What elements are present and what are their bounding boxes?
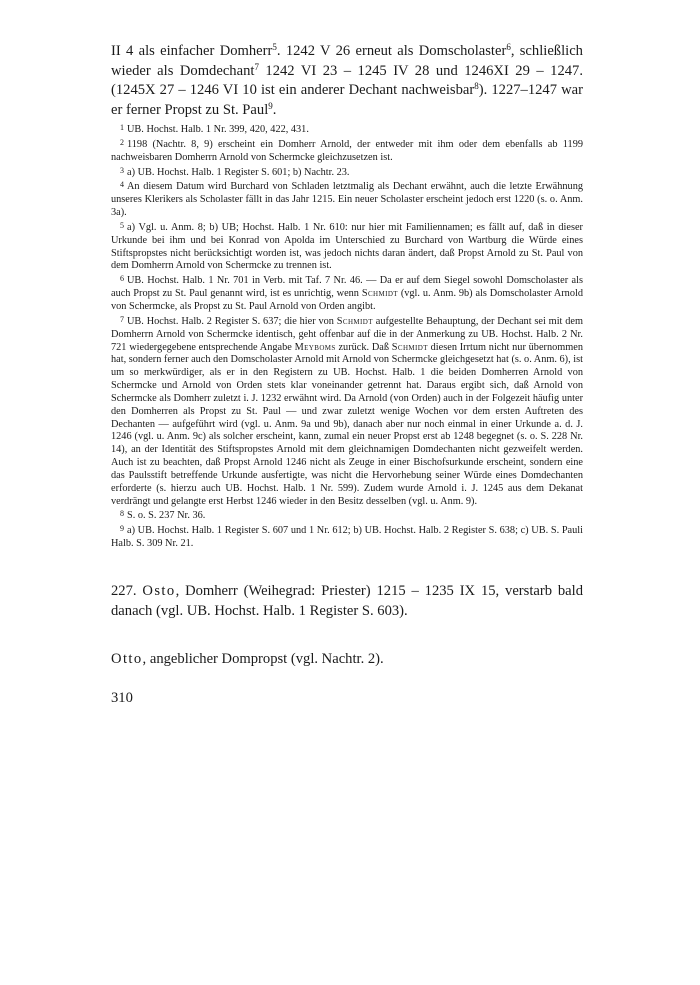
footnote-text: UB. Hochst. Halb. 2 Register S. 637; die hier von — [127, 315, 337, 327]
footnote-number: 1 — [120, 123, 124, 132]
footnote-number: 8 — [120, 509, 124, 519]
footnote-number: 9 — [120, 524, 124, 534]
footnote-6 — [111, 273, 583, 314]
main-text-segment: 1242 VI 23 – 1245 IV 28 und 1246XI 29 – 1247. (1245X 27 – 1246 VI 10 ist ein anderer Dechant nachweisbar — [111, 62, 583, 98]
author-name-smallcaps: Meyboms — [294, 341, 336, 353]
main-text-segment: . — [272, 101, 277, 118]
footnote-text: zurück. Daß — [335, 341, 392, 353]
main-text-segment: II 4 als einfacher Domherr — [111, 43, 273, 59]
footnote-9 — [111, 523, 583, 551]
entry-otto — [111, 650, 583, 670]
footnote-8 — [111, 508, 583, 523]
footnote-ref-9: 9 — [268, 100, 273, 111]
entry-text: , angeblicher Dompropst (vgl. Nachtr. 2). — [142, 651, 384, 667]
main-text-segment: ). 1227–1247 war er ferner Propst zu St. Paul — [111, 82, 583, 118]
footnote-text: (vgl. u. Anm. 9b) als Domscholaster Arnold von Schermcke, als Propst zu St. Paul Arnold von Orden angibt. — [111, 288, 583, 312]
footnote-number: 3 — [120, 165, 124, 175]
footnote-number: 7 — [120, 314, 124, 324]
footnote-2 — [111, 137, 583, 165]
footnote-4 — [111, 179, 583, 220]
footnote-text: diesen Irrtum nicht nur übernommen hat, sondern ferner auch den Domscholaster Arnold mit Arnold von Schermcke gleichgesetzt hat (s. o. Anm. 6), ist um so merkwürdiger, als er in den Registern zu UB. Hochst. Halb. 1 die beiden Domherren Arnold von Schermcke und Arnold von Orden stets klar voneinander getrennt hat. Daraus ergibt sich, daß Arnold von Schermcke als Domherr zuletzt i. J. 1232 erwähnt wird. Da Arnold (von Orden) auch in der Folgezeit häufig unter den Domherren als Propst zu St. Paul — und zwar zuletzt wenige Wochen vor dem ersten Auftreten des Dechanten — aufgeführt wird (vgl. u. Anm. 9a und 9b), danach aber nur noch einmal in einer Urkunde a. d. J. 1246 (vgl. u. Anm. 9c) als solcher erscheint, kann, zumal ein neuer Propst erst ab 1248 begegnet (s. o. S. 228 Nr. 14), an der Identität des Stiftspropstes Arnold mit dem gleichnamigen Domdechanten nicht gezweifelt werden. Auch ist zu beachten, daß Propst Arnold 1246 nicht als Zeuge in einer Bischofsurkunde erscheint, sondern eine das Paulsstift betreffende Urkunde ausfertigte, was nicht die Hervorhebung seiner Würde eines Domdechanten erforderte (s. hierzu auch UB. Hochst. Halb. 1 Nr. 599). Zudem wurde Arnold i. J. 1245 aus dem Dekanat verdrängt und gelangte erst Herbst 1246 wieder in den Besitz desselben (vgl. u. Anm. 9). — [111, 341, 583, 507]
footnote-1 — [111, 122, 583, 137]
footnote-text: a) UB. Hochst. Halb. 1 Register S. 601; b) Nachtr. 23. — [127, 166, 350, 178]
document-page — [111, 42, 583, 707]
footnote-ref-8: 8 — [474, 81, 479, 91]
footnote-3 — [111, 165, 583, 180]
author-name-smallcaps: Schmidt — [361, 288, 398, 300]
footnote-number: 4 — [120, 180, 124, 190]
footnote-number: 2 — [120, 137, 124, 147]
footnotes — [111, 122, 583, 551]
footnote-text: UB. Hochst. Halb. 1 Nr. 701 in Verb. mit Taf. 7 Nr. 46. — Da er auf dem Siegel sowohl Domscholaster als auch Propst zu St. Paul genannt wird, ist es unrichtig, wenn — [111, 275, 583, 300]
footnote-text: S. o. S. 237 Nr. 36. — [127, 510, 206, 522]
footnote-ref-6: 6 — [506, 42, 511, 52]
footnote-ref-7: 7 — [254, 61, 259, 72]
footnote-ref-5: 5 — [272, 42, 277, 52]
footnote-text: UB. Hochst. Halb. 1 Nr. 399, 420, 422, 431. — [127, 124, 309, 135]
entry-227 — [111, 582, 583, 621]
author-name-smallcaps: Schmidt — [391, 341, 428, 353]
entry-text: , Domherr (Weihegrad: Priester) 1215 – 1235 IX 15, verstarb bald danach (vgl. UB. Hochst. Halb. 1 Register S. 603). — [111, 583, 584, 619]
footnote-number: 6 — [120, 274, 124, 284]
footnote-text: a) UB. Hochst. Halb. 1 Register S. 607 und 1 Nr. 612; b) UB. Hochst. Halb. 2 Register S. 638; c) UB. S. Pauli Halb. S. 309 Nr. 21. — [111, 525, 583, 550]
footnote-5 — [111, 220, 583, 273]
page-number: 310 — [111, 689, 133, 706]
author-name-smallcaps: Schmidt — [336, 315, 373, 327]
footnote-7 — [111, 314, 583, 509]
footnote-number: 5 — [120, 220, 124, 230]
footnote-text: 1198 (Nachtr. 8, 9) erscheint ein Domherr Arnold, der entweder mit ihm oder dem ebenfalls ab 1199 nachweisbaren Domherrn Arnold von Schermcke gleichzusetzen ist. — [111, 138, 583, 163]
main-text-segment: , schließlich wieder als Domdechant — [111, 43, 583, 79]
entry-name: Osto — [142, 583, 176, 599]
main-text-continuation — [111, 42, 583, 120]
footnote-text: aufgestellte Behauptung, der Dechant sei mit dem Domherrn Arnold von Schermcke identisch, geht offenbar auf die in der Anmerkung zu UB. Hochst. Halb. 2 Nr. 721 wiedergegebene entsprechende Angabe — [111, 315, 583, 353]
footnote-text: a) Vgl. u. Anm. 8; b) UB; Hochst. Halb. 1 Nr. 610: nur hier mit Familiennamen; es fällt auf, daß in dieser Urkunde bei ihm und bei Konrad von Apolda im Unterschied zu Burchard von Wartburg die Würde eines Stiftspropstes nicht berücksichtigt worden ist, was jedoch nichts daran ändert, daß Propst Arnold zu St. Paul von dem Domherrn Arnold von Schermcke zu trennen ist. — [111, 221, 583, 272]
entry-number: 227. — [111, 583, 137, 599]
main-text-segment: . 1242 V 26 erneut als Domscholaster — [276, 43, 507, 59]
entry-name: Otto — [111, 651, 143, 667]
footnote-text: An diesem Datum wird Burchard von Schladen letztmalig als Dechant erwähnt, auch die letzte Erwähnung unseres Klerikers als Scholaster fällt in das Jahr 1215. Ein neuer Scholaster erscheint jedoch erst 1220 (s. o. Anm. 3a). — [111, 181, 583, 219]
